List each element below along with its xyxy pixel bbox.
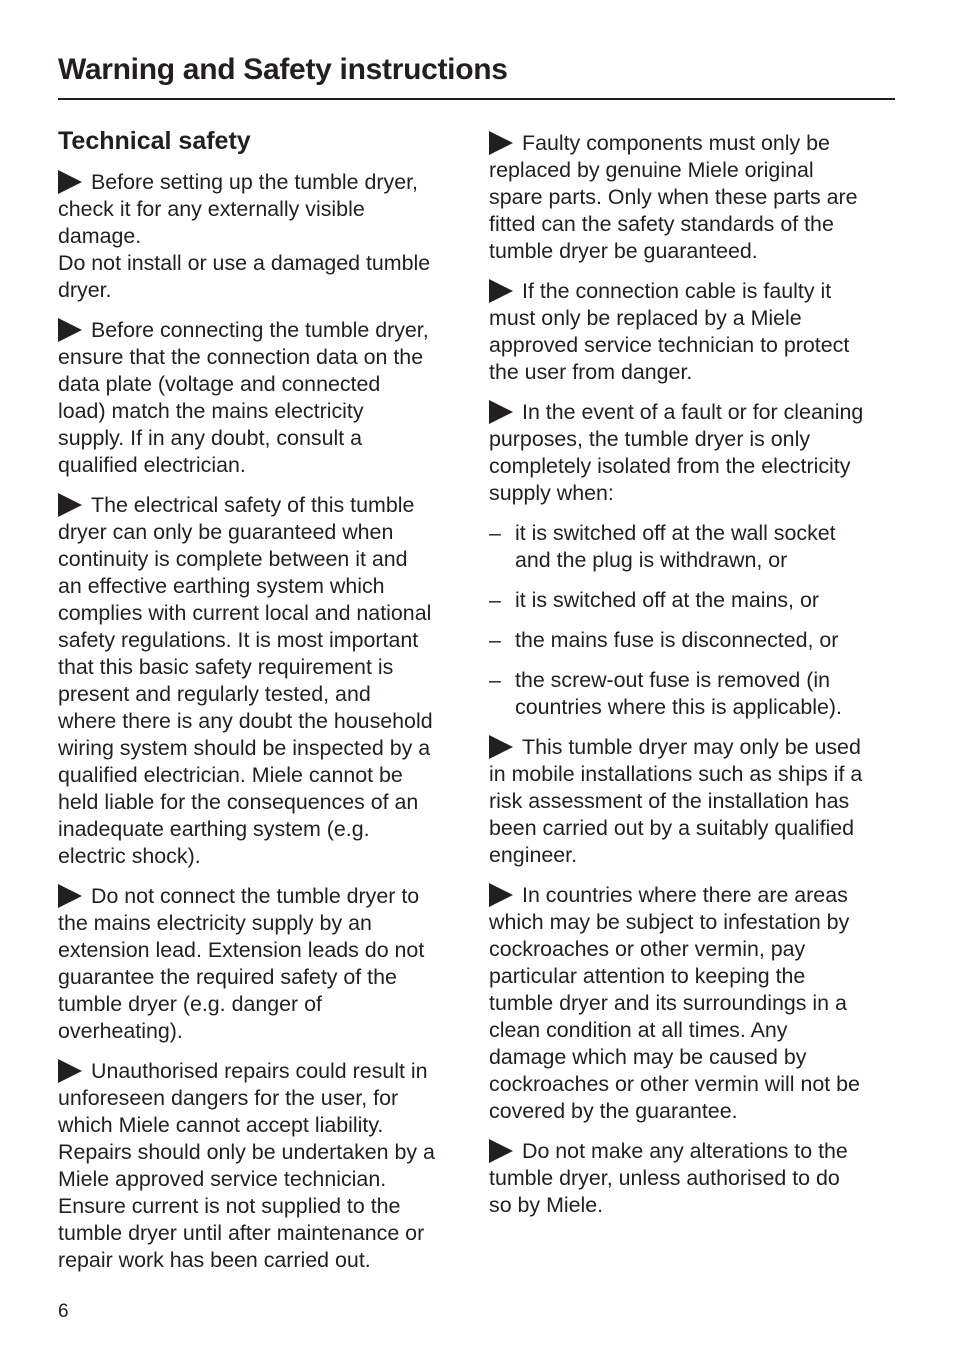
paragraph-line: safety regulations. It is most important: [58, 628, 419, 652]
paragraph-line: Repairs should only be undertaken by a: [58, 1140, 435, 1164]
paragraph-line: must only be replaced by a Miele: [489, 306, 802, 330]
paragraph-line: cockroaches or other vermin, pay: [489, 937, 806, 961]
paragraph-line: damage which may be caused by: [489, 1045, 807, 1069]
dash-bullet: –: [489, 668, 501, 692]
list-item: [489, 667, 899, 721]
safety-paragraph-damage-check: [58, 169, 468, 304]
paragraph-line: supply. If in any doubt, consult a: [58, 426, 363, 450]
paragraph-line: damage.: [58, 224, 142, 248]
paragraph-line: dryer can only be guaranteed when: [58, 520, 394, 544]
paragraph-line: guarantee the required safety of the: [58, 965, 397, 989]
paragraph-line: Before setting up the tumble dryer,: [58, 169, 468, 196]
paragraph-line: continuity is complete between it and: [58, 547, 408, 571]
triangle-arrow-icon: [489, 131, 513, 155]
triangle-arrow-icon: [58, 1059, 82, 1083]
paragraph-line: tumble dryer be guaranteed.: [489, 239, 758, 263]
paragraph-line: tumble dryer until after maintenance or: [58, 1221, 425, 1245]
safety-paragraph-repairs: [58, 1058, 468, 1274]
paragraph-line: replaced by genuine Miele original: [489, 158, 814, 182]
paragraph-line: which may be subject to infestation by: [489, 910, 850, 934]
paragraph-line: which Miele cannot accept liability.: [58, 1113, 384, 1137]
paragraph-line: where there is any doubt the household: [58, 709, 433, 733]
paragraph-line: supply when:: [489, 481, 614, 505]
triangle-arrow-icon: [58, 884, 82, 908]
triangle-arrow-icon: [489, 1139, 513, 1163]
paragraph-line: complies with current local and national: [58, 601, 432, 625]
paragraph-line: covered by the guarantee.: [489, 1099, 738, 1123]
paragraph-line: Ensure current is not supplied to the: [58, 1194, 401, 1218]
paragraph-line: so by Miele.: [489, 1193, 604, 1217]
right-column: [489, 130, 899, 1232]
list-item: [489, 587, 899, 614]
paragraph-line: particular attention to keeping the: [489, 964, 806, 988]
paragraph-line: cockroaches or other vermin will not be: [489, 1072, 860, 1096]
paragraph-line: Do not connect the tumble dryer to: [58, 883, 468, 910]
paragraph-line: qualified electrician. Miele cannot be: [58, 763, 403, 787]
triangle-arrow-icon: [58, 493, 82, 517]
list-item-line: it is switched off at the mains, or: [515, 588, 819, 612]
list-item-line: the screw-out fuse is removed (in: [515, 668, 831, 692]
triangle-arrow-icon: [489, 883, 513, 907]
paragraph-line: repair work has been carried out.: [58, 1248, 371, 1272]
paragraph-line: approved service technician to protect: [489, 333, 850, 357]
list-item-line: countries where this is applicable).: [515, 695, 842, 719]
paragraph-line: completely isolated from the electricity: [489, 454, 851, 478]
triangle-arrow-icon: [489, 279, 513, 303]
paragraph-line: This tumble dryer may only be used: [489, 734, 899, 761]
safety-paragraph-connection-cable: [489, 278, 899, 386]
title-divider: [58, 98, 895, 100]
triangle-arrow-icon: [58, 170, 82, 194]
safety-paragraph-connection-data: [58, 317, 468, 479]
paragraph-line: the mains electricity supply by an: [58, 911, 372, 935]
triangle-arrow-icon: [489, 735, 513, 759]
paragraph-line: clean condition at all times. Any: [489, 1018, 788, 1042]
paragraph-line: dryer.: [58, 278, 112, 302]
paragraph-line: wiring system should be inspected by a: [58, 736, 431, 760]
paragraph-line: Miele approved service technician.: [58, 1167, 387, 1191]
paragraph-line: tumble dryer and its surroundings in a: [489, 991, 847, 1015]
page-number: 6: [58, 1301, 69, 1322]
paragraph-line: Faulty components must only be: [489, 130, 899, 157]
safety-paragraph-isolation: [489, 399, 899, 507]
paragraph-line: an effective earthing system which: [58, 574, 385, 598]
paragraph-line: present and regularly tested, and: [58, 682, 371, 706]
section-heading: Technical safety: [58, 127, 251, 155]
paragraph-line: engineer.: [489, 843, 578, 867]
dash-bullet: –: [489, 521, 501, 545]
left-column: [58, 124, 468, 1287]
paragraph-line: spare parts. Only when these parts are: [489, 185, 858, 209]
paragraph-line: overheating).: [58, 1019, 183, 1043]
safety-paragraph-extension-lead: [58, 883, 468, 1045]
paragraph-line: tumble dryer, unless authorised to do: [489, 1166, 840, 1190]
list-item-line: and the plug is withdrawn, or: [515, 548, 788, 572]
paragraph-line: qualified electrician.: [58, 453, 246, 477]
paragraph-line: inadequate earthing system (e.g.: [58, 817, 370, 841]
paragraph-line: data plate (voltage and connected: [58, 372, 381, 396]
safety-paragraph-vermin: [489, 882, 899, 1125]
triangle-arrow-icon: [58, 318, 82, 342]
dash-bullet: –: [489, 628, 501, 652]
paragraph-line: tumble dryer (e.g. danger of: [58, 992, 322, 1016]
paragraph-line: risk assessment of the installation has: [489, 789, 850, 813]
paragraph-line: been carried out by a suitably qualified: [489, 816, 855, 840]
paragraph-line: unforeseen dangers for the user, for: [58, 1086, 399, 1110]
list-item-line: it is switched off at the wall socket: [515, 521, 836, 545]
paragraph-line: In countries where there are areas: [489, 882, 899, 909]
safety-paragraph-spare-parts: [489, 130, 899, 265]
paragraph-line: in mobile installations such as ships if a: [489, 762, 863, 786]
paragraph-line: the user from danger.: [489, 360, 693, 384]
paragraph-line: that this basic safety requirement is: [58, 655, 394, 679]
paragraph-line: held liable for the consequences of an: [58, 790, 419, 814]
safety-paragraph-alterations: [489, 1138, 899, 1219]
paragraph-line: electric shock).: [58, 844, 201, 868]
paragraph-line: The electrical safety of this tumble: [58, 492, 468, 519]
paragraph-line: If the connection cable is faulty it: [489, 278, 899, 305]
paragraph-line: Before connecting the tumble dryer,: [58, 317, 468, 344]
page-title: Warning and Safety instructions: [58, 53, 508, 86]
paragraph-line: In the event of a fault or for cleaning: [489, 399, 899, 426]
paragraph-line: Unauthorised repairs could result in: [58, 1058, 468, 1085]
list-item-line: the mains fuse is disconnected, or: [515, 628, 839, 652]
paragraph-line: purposes, the tumble dryer is only: [489, 427, 811, 451]
safety-paragraph-earthing: [58, 492, 468, 870]
paragraph-line: extension lead. Extension leads do not: [58, 938, 425, 962]
paragraph-line: ensure that the connection data on the: [58, 345, 424, 369]
paragraph-line: Do not make any alterations to the: [489, 1138, 899, 1165]
paragraph-line: load) match the mains electricity: [58, 399, 364, 423]
dash-bullet: –: [489, 588, 501, 612]
safety-paragraph-mobile-installations: [489, 734, 899, 869]
triangle-arrow-icon: [489, 400, 513, 424]
paragraph-line: check it for any externally visible: [58, 197, 365, 221]
list-item: [489, 627, 899, 654]
paragraph-line: fitted can the safety standards of the: [489, 212, 834, 236]
list-item: [489, 520, 899, 574]
paragraph-line: Do not install or use a damaged tumble: [58, 251, 431, 275]
